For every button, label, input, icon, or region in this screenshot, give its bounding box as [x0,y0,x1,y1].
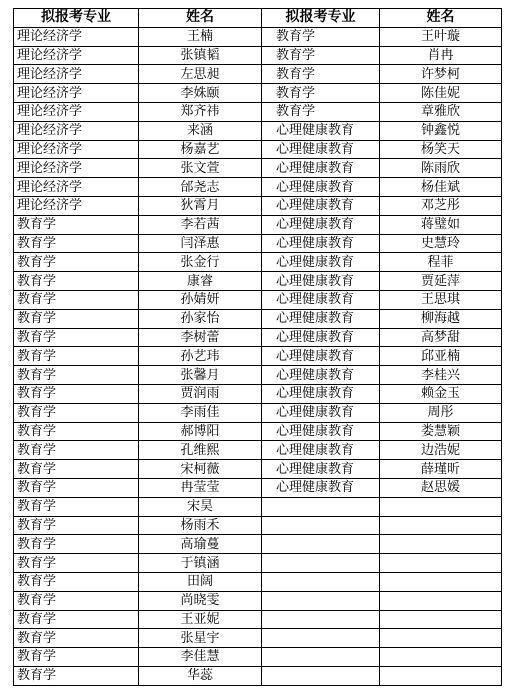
right-name-cell: 肖冉 [380,46,502,65]
right-major-cell: 心理健康教育 [262,178,380,197]
left-name-cell: 李佳慧 [139,648,262,667]
table-row [14,102,502,121]
left-major-cell: 教育学 [14,572,139,591]
left-name-cell: 邰尧志 [139,178,262,197]
right-major-cell: 心理健康教育 [262,140,380,159]
table-row [14,554,502,573]
left-name-cell: 贾润雨 [139,384,262,403]
left-major-cell: 理论经济学 [14,46,139,65]
table-row [14,159,502,178]
roster-sheet [13,8,502,686]
table-row [14,591,502,610]
right-name-cell: 娄慧颖 [380,422,502,441]
right-major-cell: 教育学 [262,84,380,103]
right-major-cell: 教育学 [262,27,380,46]
left-major-cell: 理论经济学 [14,27,139,46]
right-name-cell: 杨佳斌 [380,178,502,197]
right-major-cell: 心理健康教育 [262,215,380,234]
left-name-cell: 李树蕾 [139,328,262,347]
left-name-cell: 于镇涵 [139,554,262,573]
header-name-left: 姓名 [139,9,262,28]
left-major-cell: 理论经济学 [14,140,139,159]
right-name-cell: 邱亚楠 [380,347,502,366]
left-major-cell: 教育学 [14,666,139,685]
left-name-cell: 王亚妮 [139,610,262,629]
empty-cell [262,591,380,610]
table-row [14,422,502,441]
left-name-cell: 尚晓雯 [139,591,262,610]
right-major-cell: 心理健康教育 [262,159,380,178]
right-name-cell: 王思琪 [380,290,502,309]
right-major-cell: 心理健康教育 [262,309,380,328]
empty-cell [380,648,502,667]
left-major-cell: 教育学 [14,554,139,573]
right-name-cell: 许梦柯 [380,65,502,84]
table-row [14,253,502,272]
right-name-cell: 李桂兴 [380,366,502,385]
right-major-cell: 心理健康教育 [262,441,380,460]
header-major-left: 拟报考专业 [14,9,139,28]
empty-cell [262,648,380,667]
right-name-cell: 陈雨欣 [380,159,502,178]
right-major-cell: 心理健康教育 [262,196,380,215]
right-major-cell: 心理健康教育 [262,272,380,291]
right-major-cell: 心理健康教育 [262,253,380,272]
empty-cell [262,610,380,629]
empty-cell [380,610,502,629]
table-row [14,366,502,385]
table-row [14,403,502,422]
left-major-cell: 教育学 [14,629,139,648]
empty-cell [262,629,380,648]
table-row [14,328,502,347]
left-major-cell: 教育学 [14,234,139,253]
empty-cell [380,497,502,516]
left-name-cell: 张金行 [139,253,262,272]
right-name-cell: 贾延萍 [380,272,502,291]
left-name-cell: 孔维熙 [139,441,262,460]
left-name-cell: 狄霄月 [139,196,262,215]
left-major-cell: 教育学 [14,460,139,479]
table-row [14,610,502,629]
left-major-cell: 教育学 [14,497,139,516]
left-name-cell: 郑齐祎 [139,102,262,121]
right-major-cell: 心理健康教育 [262,328,380,347]
table-row [14,460,502,479]
empty-cell [380,516,502,535]
left-name-cell: 张文萱 [139,159,262,178]
empty-cell [380,554,502,573]
left-major-cell: 教育学 [14,610,139,629]
left-major-cell: 理论经济学 [14,65,139,84]
table-row [14,65,502,84]
right-name-cell: 章雅欣 [380,102,502,121]
left-name-cell: 郝博阳 [139,422,262,441]
left-major-cell: 理论经济学 [14,84,139,103]
left-name-cell: 冉莹莹 [139,478,262,497]
left-major-cell: 教育学 [14,290,139,309]
left-name-cell: 李若茜 [139,215,262,234]
right-name-cell: 史慧玲 [380,234,502,253]
right-name-cell: 陈佳妮 [380,84,502,103]
right-name-cell: 高梦甜 [380,328,502,347]
right-name-cell: 边浩妮 [380,441,502,460]
right-name-cell: 周彤 [380,403,502,422]
left-major-cell: 教育学 [14,253,139,272]
empty-cell [380,591,502,610]
left-major-cell: 理论经济学 [14,196,139,215]
table-row [14,516,502,535]
table-row [14,384,502,403]
table-row [14,290,502,309]
left-name-cell: 闫泽惠 [139,234,262,253]
left-major-cell: 教育学 [14,328,139,347]
right-major-cell: 心理健康教育 [262,460,380,479]
right-major-cell: 教育学 [262,46,380,65]
left-name-cell: 宋昊 [139,497,262,516]
table-row [14,215,502,234]
right-major-cell: 心理健康教育 [262,234,380,253]
table-row [14,27,502,46]
left-name-cell: 张星宇 [139,629,262,648]
table-row [14,309,502,328]
left-name-cell: 张馨月 [139,366,262,385]
empty-cell [380,535,502,554]
right-name-cell: 钟鑫悦 [380,121,502,140]
left-name-cell: 左思昶 [139,65,262,84]
left-name-cell: 孙婧妍 [139,290,262,309]
left-major-cell: 理论经济学 [14,121,139,140]
left-major-cell: 教育学 [14,272,139,291]
table-row [14,478,502,497]
right-major-cell: 心理健康教育 [262,347,380,366]
right-major-cell: 教育学 [262,65,380,84]
right-major-cell: 心理健康教育 [262,290,380,309]
right-name-cell: 柳海越 [380,309,502,328]
table-row [14,121,502,140]
left-major-cell: 教育学 [14,516,139,535]
table-row [14,234,502,253]
right-name-cell: 蒋璧如 [380,215,502,234]
table-row [14,178,502,197]
right-name-cell: 程菲 [380,253,502,272]
left-name-cell: 李姝颐 [139,84,262,103]
left-name-cell: 宋柯薇 [139,460,262,479]
left-name-cell: 来涵 [139,121,262,140]
table-row [14,46,502,65]
table-body [14,27,502,685]
right-major-cell: 心理健康教育 [262,121,380,140]
left-name-cell: 孙家怡 [139,309,262,328]
right-name-cell: 杨笑天 [380,140,502,159]
empty-cell [262,497,380,516]
empty-cell [380,629,502,648]
right-name-cell: 赵思媛 [380,478,502,497]
table-row [14,572,502,591]
table-row [14,648,502,667]
left-name-cell: 王楠 [139,27,262,46]
table-row [14,441,502,460]
left-major-cell: 教育学 [14,347,139,366]
left-name-cell: 杨雨禾 [139,516,262,535]
left-name-cell: 康睿 [139,272,262,291]
right-major-cell: 心理健康教育 [262,384,380,403]
left-major-cell: 教育学 [14,309,139,328]
left-name-cell: 孙艺玮 [139,347,262,366]
left-major-cell: 理论经济学 [14,178,139,197]
empty-cell [262,535,380,554]
left-major-cell: 教育学 [14,535,139,554]
left-major-cell: 教育学 [14,215,139,234]
left-major-cell: 教育学 [14,441,139,460]
table-row [14,629,502,648]
left-name-cell: 张镇韬 [139,46,262,65]
table-row [14,84,502,103]
empty-cell [380,572,502,591]
empty-cell [380,666,502,685]
left-major-cell: 教育学 [14,478,139,497]
right-name-cell: 赖金玉 [380,384,502,403]
right-major-cell: 教育学 [262,102,380,121]
right-major-cell: 心理健康教育 [262,403,380,422]
left-name-cell: 华蕊 [139,666,262,685]
table-row [14,196,502,215]
header-row [14,9,502,28]
table-row [14,140,502,159]
header-name-right: 姓名 [380,9,502,28]
right-name-cell: 王叶璇 [380,27,502,46]
left-major-cell: 理论经济学 [14,102,139,121]
header-major-right: 拟报考专业 [262,9,380,28]
left-major-cell: 教育学 [14,591,139,610]
left-major-cell: 教育学 [14,366,139,385]
right-name-cell: 邓芝彤 [380,196,502,215]
left-major-cell: 教育学 [14,422,139,441]
empty-cell [262,572,380,591]
left-name-cell: 田阔 [139,572,262,591]
table-row [14,666,502,685]
table-row [14,497,502,516]
empty-cell [262,554,380,573]
table-row [14,347,502,366]
left-major-cell: 教育学 [14,648,139,667]
right-major-cell: 心理健康教育 [262,422,380,441]
left-name-cell: 高瑜蔓 [139,535,262,554]
left-name-cell: 杨嘉艺 [139,140,262,159]
empty-cell [262,666,380,685]
left-major-cell: 教育学 [14,403,139,422]
right-major-cell: 心理健康教育 [262,478,380,497]
table-row [14,535,502,554]
applicant-table [13,8,502,686]
left-major-cell: 教育学 [14,384,139,403]
empty-cell [262,516,380,535]
right-name-cell: 薛瑾昕 [380,460,502,479]
left-name-cell: 李雨佳 [139,403,262,422]
table-row [14,272,502,291]
right-major-cell: 心理健康教育 [262,366,380,385]
left-major-cell: 理论经济学 [14,159,139,178]
